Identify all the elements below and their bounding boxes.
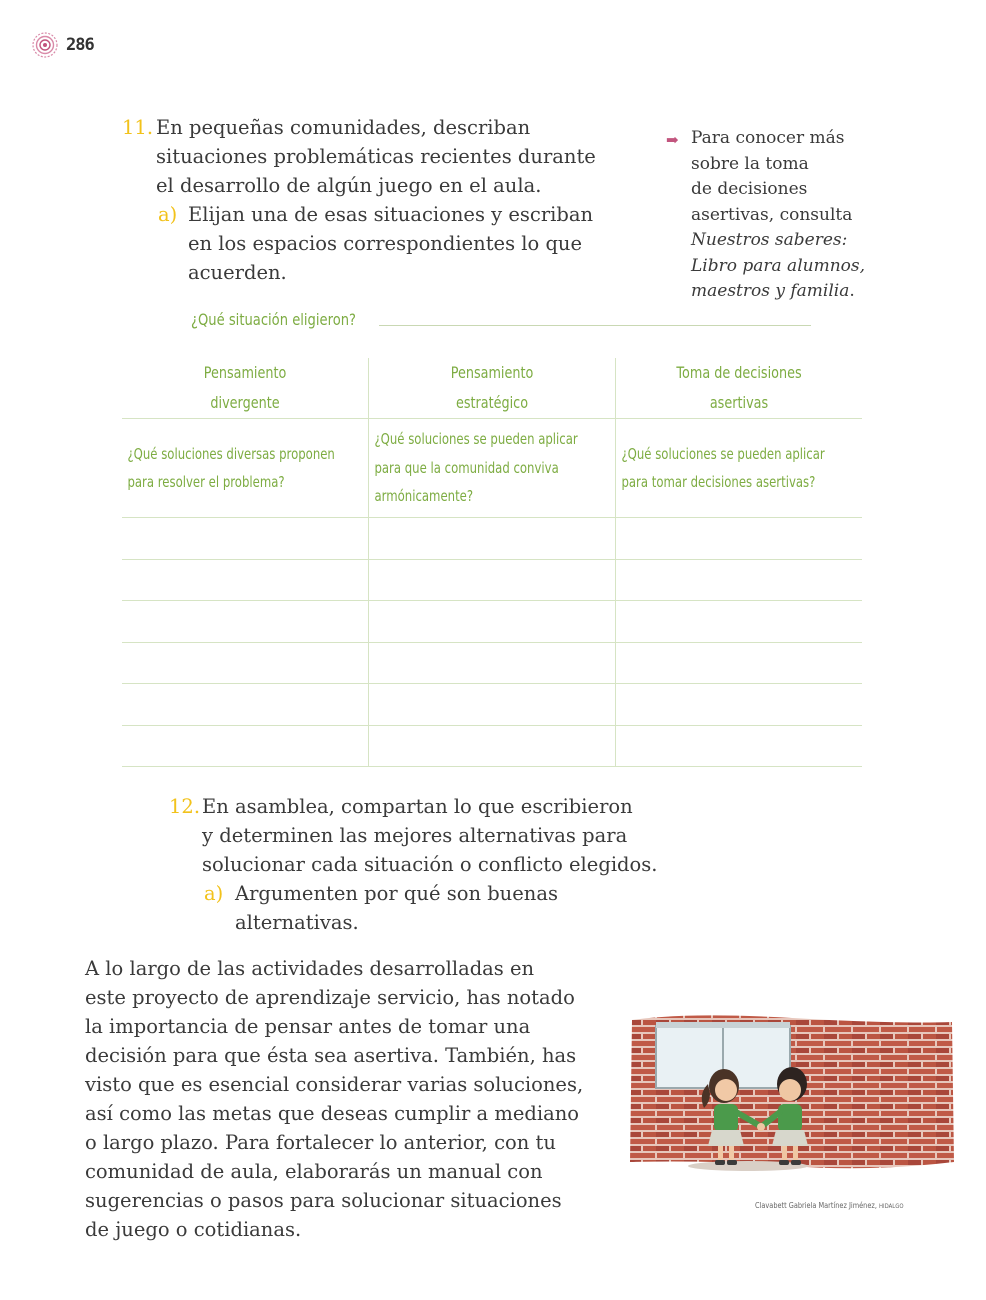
sidenote-period: . <box>849 281 855 301</box>
sub-question-line: en los espacios correspondientes lo que <box>188 232 583 255</box>
question-11 <box>122 113 642 287</box>
answer-cell[interactable] <box>122 559 369 601</box>
answer-cell[interactable] <box>369 684 616 726</box>
prompt-line: para resolver el problema? <box>127 473 285 491</box>
paragraph-line: sugerencias o pasos para solucionar situaciones <box>85 1189 562 1212</box>
prompt-line: ¿Qué soluciones se pueden aplicar <box>374 430 578 449</box>
paragraph-line: así como las metas que deseas cumplir a mediano <box>85 1102 580 1125</box>
table-row <box>122 559 862 601</box>
sidenote <box>666 126 866 305</box>
table-prompt-cell <box>369 419 616 518</box>
sub-question-a <box>169 879 689 937</box>
illustration-two-girls-brick-wall <box>628 1012 956 1180</box>
header-line: asertivas <box>709 393 769 412</box>
sub-question-a <box>122 200 642 287</box>
header-line: divergente <box>210 393 280 412</box>
page-header <box>32 32 94 58</box>
paragraph-line: de juego o cotidianas. <box>85 1218 302 1241</box>
table-header-cell <box>122 358 369 419</box>
table-row <box>122 642 862 684</box>
answer-cell[interactable] <box>369 518 616 560</box>
paragraph-line: la importancia de pensar antes de tomar una <box>85 1015 531 1038</box>
spiral-ornament-icon <box>32 32 58 58</box>
table-header-cell <box>369 358 616 419</box>
answer-cell[interactable] <box>615 725 862 767</box>
situation-answer-line[interactable] <box>379 324 811 326</box>
sidenote-line: sobre la toma <box>691 153 809 174</box>
prompt-line: ¿Qué soluciones diversas proponen <box>127 444 335 463</box>
sub-question-line: Elijan una de esas situaciones y escriban <box>188 203 594 226</box>
paragraph-line: decisión para que ésta sea asertiva. También, has <box>85 1044 577 1067</box>
sub-question-letter: a) <box>158 203 178 226</box>
question-12 <box>169 792 689 937</box>
answer-cell[interactable] <box>369 559 616 601</box>
sidenote-line: Para conocer más <box>691 128 845 148</box>
question-text-line: y determinen las mejores alternativas para <box>202 824 628 847</box>
thinking-table <box>122 358 862 767</box>
situation-question <box>191 310 811 329</box>
answer-cell[interactable] <box>122 601 369 643</box>
paragraph-line: A lo largo de las actividades desarrolladas en <box>85 957 535 980</box>
prompt-line: para tomar decisiones asertivas? <box>621 473 816 491</box>
table-row <box>122 684 862 726</box>
paragraph-line: visto que es esencial considerar varias soluciones, <box>85 1073 584 1096</box>
table-prompt-row <box>122 419 862 518</box>
question-number: 11. <box>122 116 154 139</box>
header-line: Pensamiento <box>203 363 287 382</box>
illustration-credit <box>755 1201 904 1210</box>
answer-cell[interactable] <box>615 684 862 726</box>
sub-question-line: alternativas. <box>235 911 359 934</box>
credit-name: Clavabett Gabriela Martínez Jiménez, <box>755 1201 877 1210</box>
table-prompt-cell <box>122 419 369 518</box>
sidenote-book-title-line: Nuestros saberes: <box>691 230 848 250</box>
answer-cell[interactable] <box>369 725 616 767</box>
question-text-line: En pequeñas comunidades, describan <box>156 116 531 139</box>
prompt-line: para que la comunidad conviva <box>374 458 559 477</box>
header-line: estratégico <box>455 393 529 412</box>
prompt-line: armónicamente? <box>374 487 474 506</box>
sub-question-letter: a) <box>204 882 224 905</box>
question-text-line: situaciones problemáticas recientes durante <box>156 145 596 168</box>
question-text-line: solucionar cada situación o conflicto elegidos. <box>202 853 658 876</box>
answer-cell[interactable] <box>122 642 369 684</box>
sidenote-book-title-line: maestros y familia <box>691 281 850 301</box>
answer-cell[interactable] <box>369 601 616 643</box>
answer-cell[interactable] <box>615 559 862 601</box>
table-prompt-cell <box>615 419 862 518</box>
header-line: Toma de decisiones <box>676 363 802 382</box>
paragraph-line: o largo plazo. Para fortalecer lo anterior, con tu <box>85 1131 556 1154</box>
paragraph-line: comunidad de aula, elaborarás un manual con <box>85 1160 543 1183</box>
paragraph-line: este proyecto de aprendizaje servicio, has notado <box>85 986 575 1009</box>
table-row <box>122 518 862 560</box>
answer-cell[interactable] <box>122 684 369 726</box>
situation-question-label: ¿Qué situación eligieron? <box>191 310 357 329</box>
header-line: Pensamiento <box>450 363 534 382</box>
answer-cell[interactable] <box>122 725 369 767</box>
answer-cell[interactable] <box>369 642 616 684</box>
answer-cell[interactable] <box>122 518 369 560</box>
sidenote-line: asertivas, consulta <box>691 204 853 225</box>
question-text-line: el desarrollo de algún juego en el aula. <box>156 174 542 197</box>
arrow-right-icon: ➡ <box>666 131 679 149</box>
credit-place: HIDALGO <box>878 1202 904 1210</box>
table-header-row <box>122 358 862 419</box>
page-number: 286 <box>66 35 94 55</box>
prompt-line: ¿Qué soluciones se pueden aplicar <box>621 444 825 463</box>
closing-paragraph <box>85 954 605 1244</box>
answer-cell[interactable] <box>615 518 862 560</box>
sub-question-line: Argumenten por qué son buenas <box>235 882 558 905</box>
answer-cell[interactable] <box>615 642 862 684</box>
question-text-line: En asamblea, compartan lo que escribieron <box>202 795 633 818</box>
table-row <box>122 601 862 643</box>
sidenote-book-title-line: Libro para alumnos, <box>691 255 866 276</box>
sub-question-line: acuerden. <box>188 261 287 284</box>
sidenote-line: de decisiones <box>691 179 808 199</box>
answer-cell[interactable] <box>615 601 862 643</box>
table-row <box>122 725 862 767</box>
question-number: 12. <box>169 795 201 818</box>
table-header-cell <box>615 358 862 419</box>
